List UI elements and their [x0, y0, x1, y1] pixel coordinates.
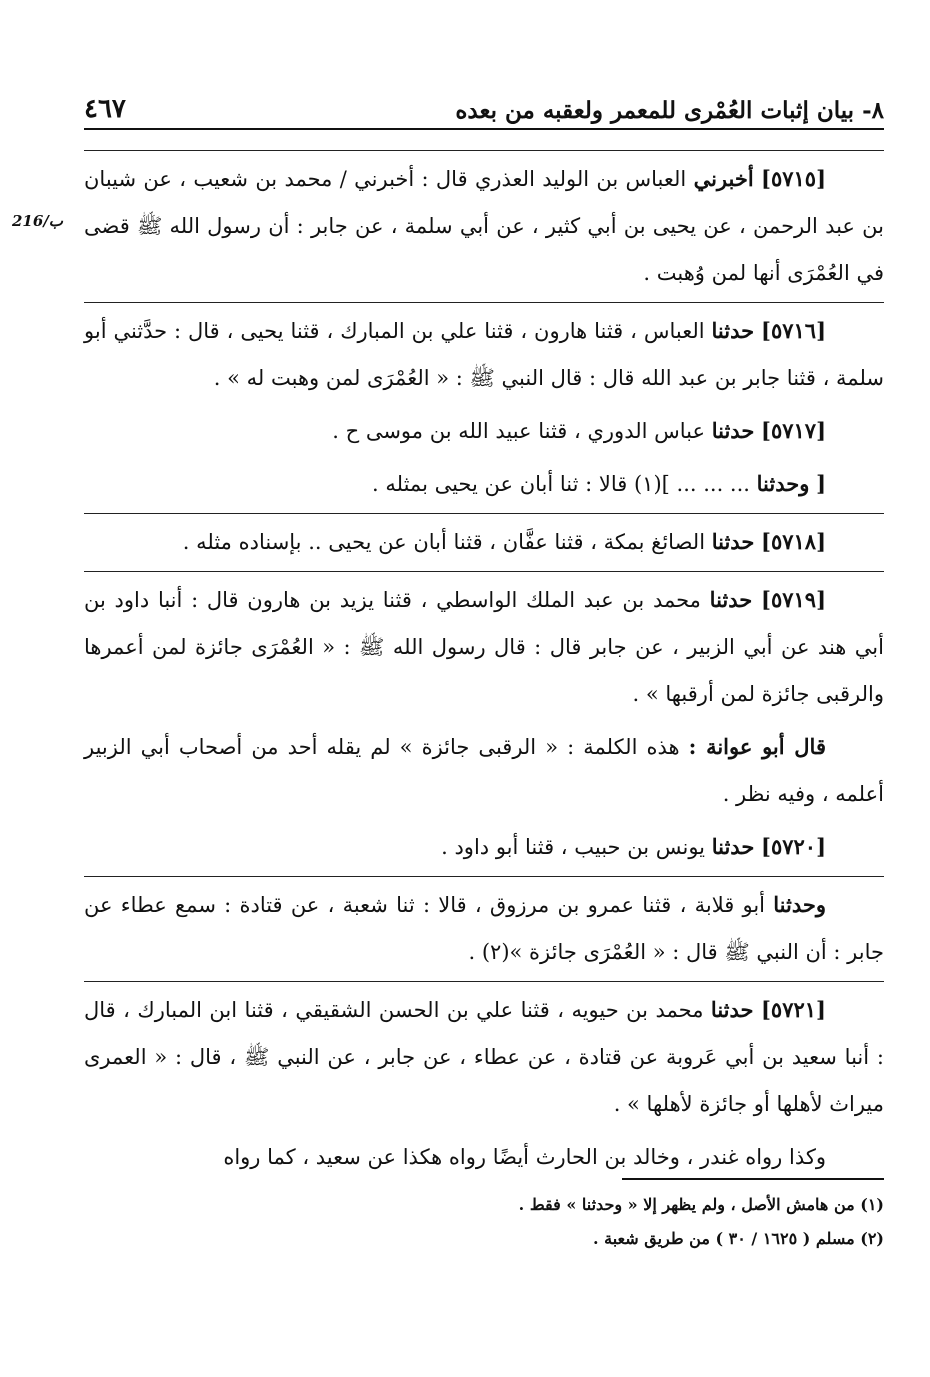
footnote-divider	[622, 1178, 884, 1180]
hadith-number: [٥٧١٧]	[761, 418, 826, 443]
hadith-text: يونس بن حبيب ، قثنا أبو داود .	[441, 835, 706, 859]
narration-keyword: قال أبو عوانة :	[688, 734, 826, 759]
page-number: ٤٦٧	[84, 94, 126, 124]
narration-keyword: وحدثنا	[773, 892, 826, 917]
narration-keyword: حدثنا	[710, 997, 754, 1022]
narration-keyword: وحدثنا	[756, 471, 810, 496]
hadith-text: العباس بن الوليد العذري قال : أخبرني / محمد بن شعيب ، عن شيبان بن عبد الرحمن ، عن يحيى بن أبي كثير ، عن أبي سلمة ، عن جابر : أن رسول الله ﷺ قضى في العُمْرَى أنها لمن وُهبت .	[84, 167, 884, 285]
hadith-number: [٥٧٢٠]	[761, 834, 826, 859]
hadith-number: [	[816, 471, 826, 496]
hadith-paragraph	[84, 723, 884, 818]
hadith-number: [٥٧١٦]	[761, 318, 826, 343]
hadith-text: ... ... ... ](١) قالا : ثنا أبان عن يحيى بمثله .	[372, 472, 750, 496]
hadith-paragraph	[84, 981, 884, 1128]
hadith-paragraph	[84, 1133, 884, 1181]
hadith-text: وكذا رواه غندر ، وخالد بن الحارث أيضًا رواه هكذا عن سعيد ، كما رواه	[223, 1145, 826, 1169]
narration-keyword: حدثنا	[709, 587, 753, 612]
hadith-text: الصائغ بمكة ، قثنا عفَّان ، قثنا أبان عن يحيى .. بإسناده مثله .	[182, 530, 706, 554]
hadith-text: محمد بن حيويه ، قثنا علي بن الحسن الشقيقي ، قثنا ابن المبارك ، قال : أنبا سعيد بن أبي عَروبة عن قتادة ، عن عطاء ، عن جابر ، عن النبي ﷺ ، قال : « العمرى ميراث لأهلها أو جائزة لأهلها » .	[84, 998, 884, 1116]
hadith-paragraph	[84, 876, 884, 976]
hadith-text: عباس الدوري ، قثنا عبيد الله بن موسى ح .	[332, 419, 706, 443]
manuscript-folio-note: 216/ب	[12, 212, 63, 230]
hadith-text: العباس ، قثنا هارون ، قثنا علي بن المبارك ، قثنا يحيى ، قال : حدَّثني أبو سلمة ، قثنا جابر بن عبد الله قال : قال النبي ﷺ : « العُمْرَى لمن وهبت له » .	[84, 319, 884, 390]
hadith-text: هذه الكلمة : « الرقبى جائزة » لم يقله أحد من أصحاب أبي الزبير أعلمه ، وفيه نظر .	[84, 735, 884, 806]
hadith-number: [٥٧٢١]	[760, 997, 826, 1022]
narration-keyword: حدثنا	[711, 418, 755, 443]
hadith-paragraph	[84, 407, 884, 455]
hadith-paragraph	[84, 460, 884, 508]
footnotes	[84, 1188, 884, 1256]
hadith-number: [٥٧١٨]	[761, 529, 826, 554]
hadith-text: أبو قلابة ، قثنا عمرو بن مرزوق ، قالا : ثنا شعبة ، عن قتادة : سمع عطاء عن جابر : أن النبي ﷺ قال : « العُمْرَى جائزة »(٢) .	[84, 893, 884, 964]
page-body	[84, 150, 884, 1186]
hadith-number: [٥٧١٥]	[761, 166, 826, 191]
hadith-paragraph	[84, 823, 884, 871]
hadith-paragraph	[84, 513, 884, 566]
narration-keyword: حدثنا	[711, 529, 755, 554]
narration-keyword: حدثنا	[711, 834, 755, 859]
hadith-paragraph	[84, 302, 884, 402]
page-header	[84, 84, 884, 130]
footnote: (٢) مسلم ( ١٦٢٥ / ٣٠ ) من طريق شعبة .	[593, 1229, 884, 1248]
hadith-number: [٥٧١٩]	[761, 587, 826, 612]
footnote: (١) من هامش الأصل ، ولم يظهر إلا « وحدثنا » فقط .	[518, 1195, 884, 1214]
narration-keyword: أخبرني	[693, 166, 754, 191]
narration-keyword: حدثنا	[711, 318, 755, 343]
chapter-title: ٨- بيان إثبات العُمْرى للمعمر ولعقبه من بعده	[455, 97, 884, 124]
hadith-text: محمد بن عبد الملك الواسطي ، قثنا يزيد بن هارون قال : أنبا داود بن أبي هند عن أبي الزبير ، عن جابر قال : قال رسول الله ﷺ : « العُمْرَى جائزة لمن أعمرها والرقبى جائزة لمن أرقبها » .	[84, 588, 884, 706]
hadith-paragraph	[84, 150, 884, 297]
hadith-paragraph	[84, 571, 884, 718]
